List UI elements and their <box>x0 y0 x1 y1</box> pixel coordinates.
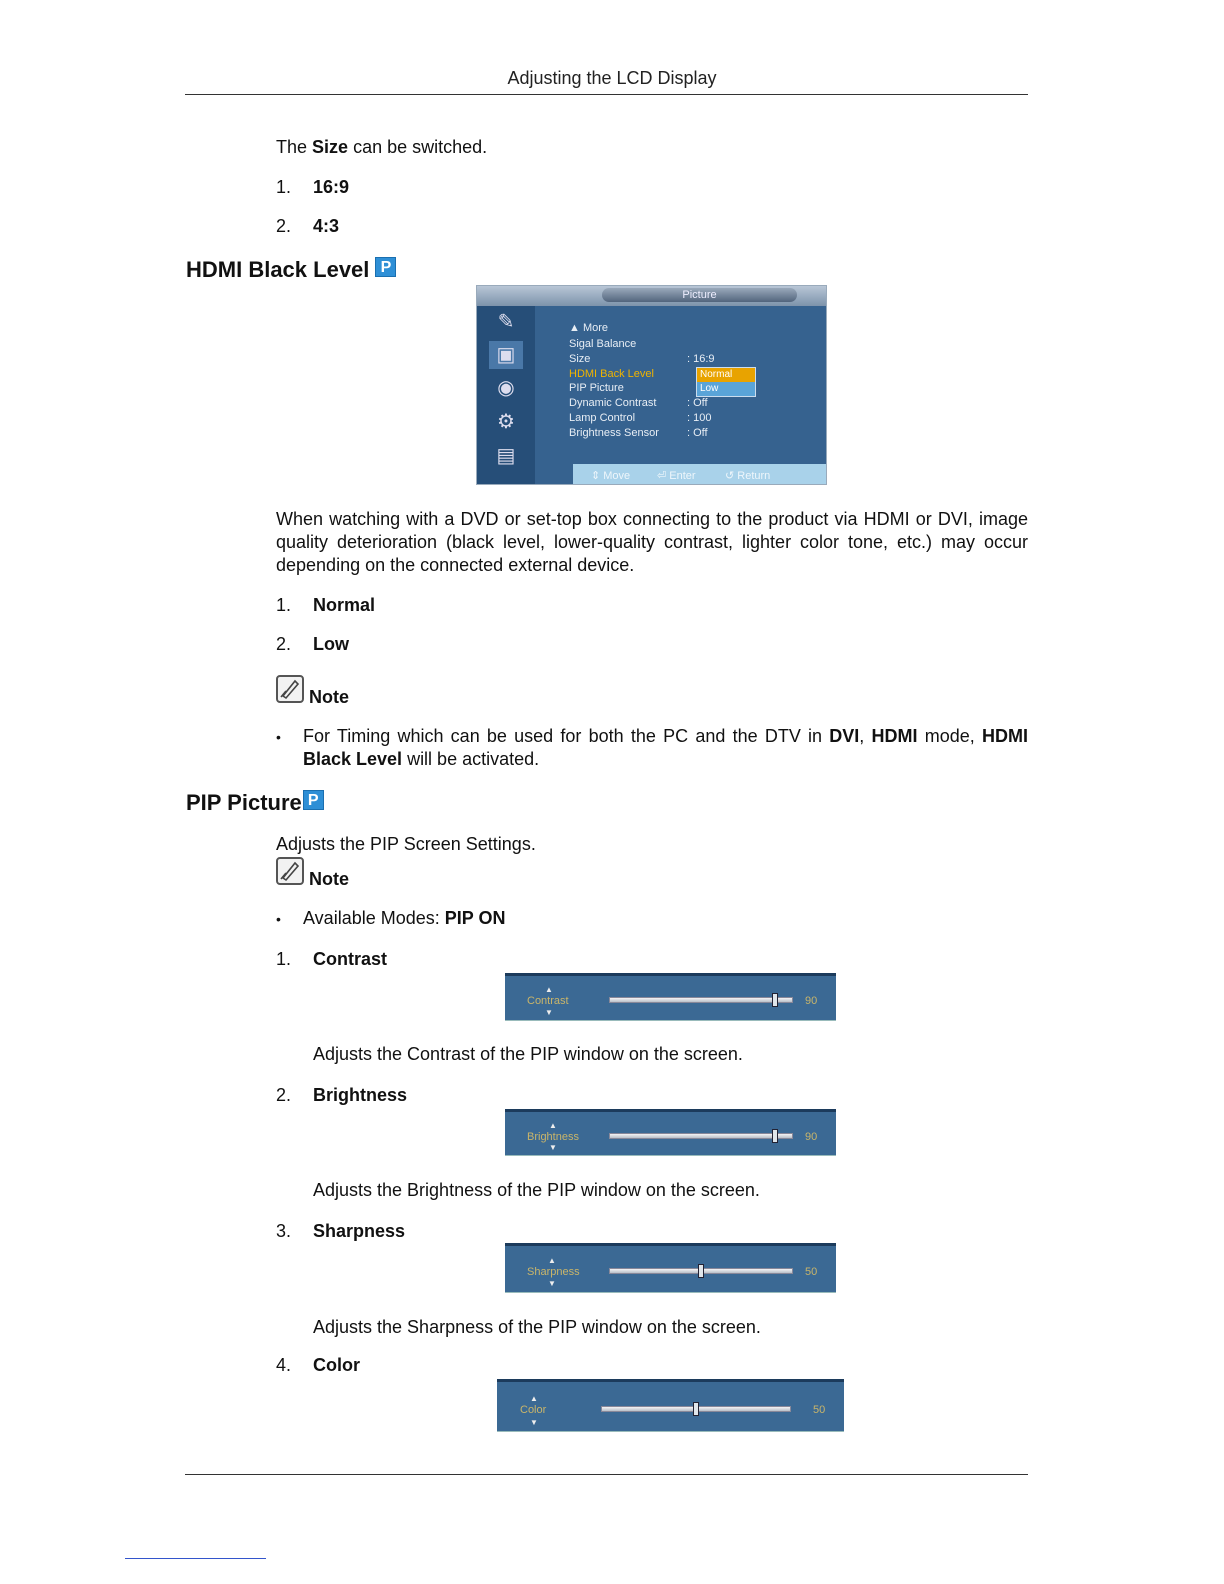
note-label: Note <box>309 687 349 707</box>
note-bullet: • <box>276 729 281 745</box>
osd-enter-hint: ⏎ Enter <box>657 470 696 482</box>
size-option-16-9: 16:9 <box>313 177 350 197</box>
osd-item-lamp-control[interactable]: Lamp Control <box>569 412 636 424</box>
list-number: 4. <box>276 1355 292 1375</box>
osd-sound-icon[interactable]: ◉ <box>497 377 515 399</box>
list-number: 3. <box>276 1221 292 1241</box>
osd-item-brightness-sensor[interactable]: Brightness Sensor <box>569 427 659 439</box>
slider-track[interactable] <box>609 1133 793 1139</box>
osd-setup-icon[interactable]: ⚙ <box>497 411 515 433</box>
slider-value: 50 <box>805 1266 818 1278</box>
slider-value: 90 <box>805 995 818 1007</box>
sharpness-description: Adjusts the Sharpness of the PIP window on the screen. <box>313 1317 761 1337</box>
sharpness-slider[interactable] <box>505 1243 836 1293</box>
pc-mode-badge-icon: P <box>303 790 324 810</box>
intro-sentence: The Size can be switched. <box>276 137 488 157</box>
footer-rule <box>185 1474 1028 1475</box>
return-icon: ↺ <box>725 470 738 482</box>
osd-picture-icon[interactable]: ▣ <box>489 341 523 369</box>
osd-dropdown-low[interactable]: Low <box>700 383 719 394</box>
modes-bullet: • <box>276 911 281 927</box>
down-arrow-icon[interactable]: ▼ <box>548 1279 556 1288</box>
hdmi-description: When watching with a DVD or set-top box connecting to the product via HDMI or DVI, image quality deterioration (black level, lower-quality contrast, lighter color tone, etc.) may occur depending on the connected external device. <box>276 509 1028 575</box>
hdmi-black-level-heading: HDMI Black Level P <box>186 257 396 283</box>
slider-label: Contrast <box>527 995 569 1007</box>
note-label: Note <box>309 869 349 889</box>
list-number: 2. <box>276 1085 292 1105</box>
slider-knob[interactable] <box>772 993 778 1007</box>
osd-input-icon[interactable]: ✎ <box>497 311 515 333</box>
up-arrow-icon[interactable]: ▲ <box>549 1121 557 1130</box>
osd-dropdown[interactable] <box>696 367 756 397</box>
up-arrow-icon[interactable]: ▲ <box>545 985 553 994</box>
slider-label: Sharpness <box>527 1266 580 1278</box>
pip-item-color: Color <box>313 1355 360 1375</box>
slider-knob[interactable] <box>698 1264 704 1278</box>
list-number: 1. <box>276 595 292 615</box>
brightness-description: Adjusts the Brightness of the PIP window on the screen. <box>313 1180 760 1200</box>
slider-track[interactable] <box>609 997 793 1003</box>
header-rule <box>185 94 1028 95</box>
slider-knob[interactable] <box>772 1129 778 1143</box>
osd-item-signal-balance[interactable]: Sigal Balance <box>569 338 637 350</box>
osd-menu-title: Picture <box>602 288 797 302</box>
size-option-4-3: 4:3 <box>313 216 340 236</box>
osd-dropdown-normal[interactable]: Normal <box>697 368 755 382</box>
contrast-description: Adjusts the Contrast of the PIP window on the screen. <box>313 1044 743 1064</box>
osd-item-pip-picture[interactable]: PIP Picture <box>569 382 624 394</box>
osd-move-hint: ⇕ Move <box>591 470 631 482</box>
page-header-title: Adjusting the LCD Display <box>507 68 717 88</box>
hdmi-note-text: For Timing which can be used for both the PC and the DTV in DVI, HDMI mode, HDMI Black Level will be activated. <box>303 726 1028 769</box>
up-arrow-icon[interactable]: ▲ <box>548 1256 556 1265</box>
slider-value: 90 <box>805 1131 818 1143</box>
color-slider[interactable] <box>497 1379 844 1432</box>
down-arrow-icon[interactable]: ▼ <box>530 1418 538 1427</box>
list-number: 2. <box>276 216 292 236</box>
osd-item-size[interactable]: Size <box>569 353 591 365</box>
hdmi-option-low: Low <box>313 634 349 654</box>
pc-mode-badge-icon: P <box>375 257 396 277</box>
list-number: 1. <box>276 177 292 197</box>
osd-item-more[interactable]: ▲ More <box>569 322 609 334</box>
osd-value-lamp-control: : 100 <box>687 412 712 424</box>
osd-multi-icon[interactable]: ▤ <box>496 445 516 467</box>
list-number: 2. <box>276 634 292 654</box>
osd-item-hdmi-black-level[interactable]: HDMI Back Level <box>569 368 654 380</box>
osd-return-hint: ↺ Return <box>725 470 771 482</box>
footer-link-line <box>125 1558 266 1559</box>
list-number: 1. <box>276 949 292 969</box>
osd-value-brightness-sensor: : Off <box>687 427 708 439</box>
pip-item-brightness: Brightness <box>313 1085 408 1105</box>
slider-knob[interactable] <box>693 1402 699 1416</box>
osd-item-dynamic-contrast[interactable]: Dynamic Contrast <box>569 397 657 409</box>
osd-picture-menu <box>476 285 827 485</box>
osd-value-size: : 16:9 <box>687 353 715 365</box>
note-icon <box>276 675 304 703</box>
down-arrow-icon[interactable]: ▼ <box>545 1008 553 1017</box>
down-arrow-icon[interactable]: ▼ <box>549 1143 557 1152</box>
slider-label: Color <box>520 1404 547 1416</box>
pip-description: Adjusts the PIP Screen Settings. <box>276 834 536 854</box>
hdmi-option-normal: Normal <box>313 595 376 615</box>
pip-item-contrast: Contrast <box>313 949 388 969</box>
pip-picture-heading: PIP Picture P <box>186 790 324 816</box>
up-arrow-icon[interactable]: ▲ <box>530 1394 538 1403</box>
note-icon <box>276 857 304 885</box>
osd-value-dynamic-contrast: : Off <box>687 397 708 409</box>
brightness-slider[interactable] <box>505 1109 836 1156</box>
available-modes: Available Modes: PIP ON <box>303 908 506 928</box>
slider-value: 50 <box>813 1404 826 1416</box>
enter-icon: ⏎ <box>657 470 670 482</box>
contrast-slider[interactable] <box>505 973 836 1021</box>
pip-item-sharpness: Sharpness <box>313 1221 406 1241</box>
slider-label: Brightness <box>527 1131 579 1143</box>
